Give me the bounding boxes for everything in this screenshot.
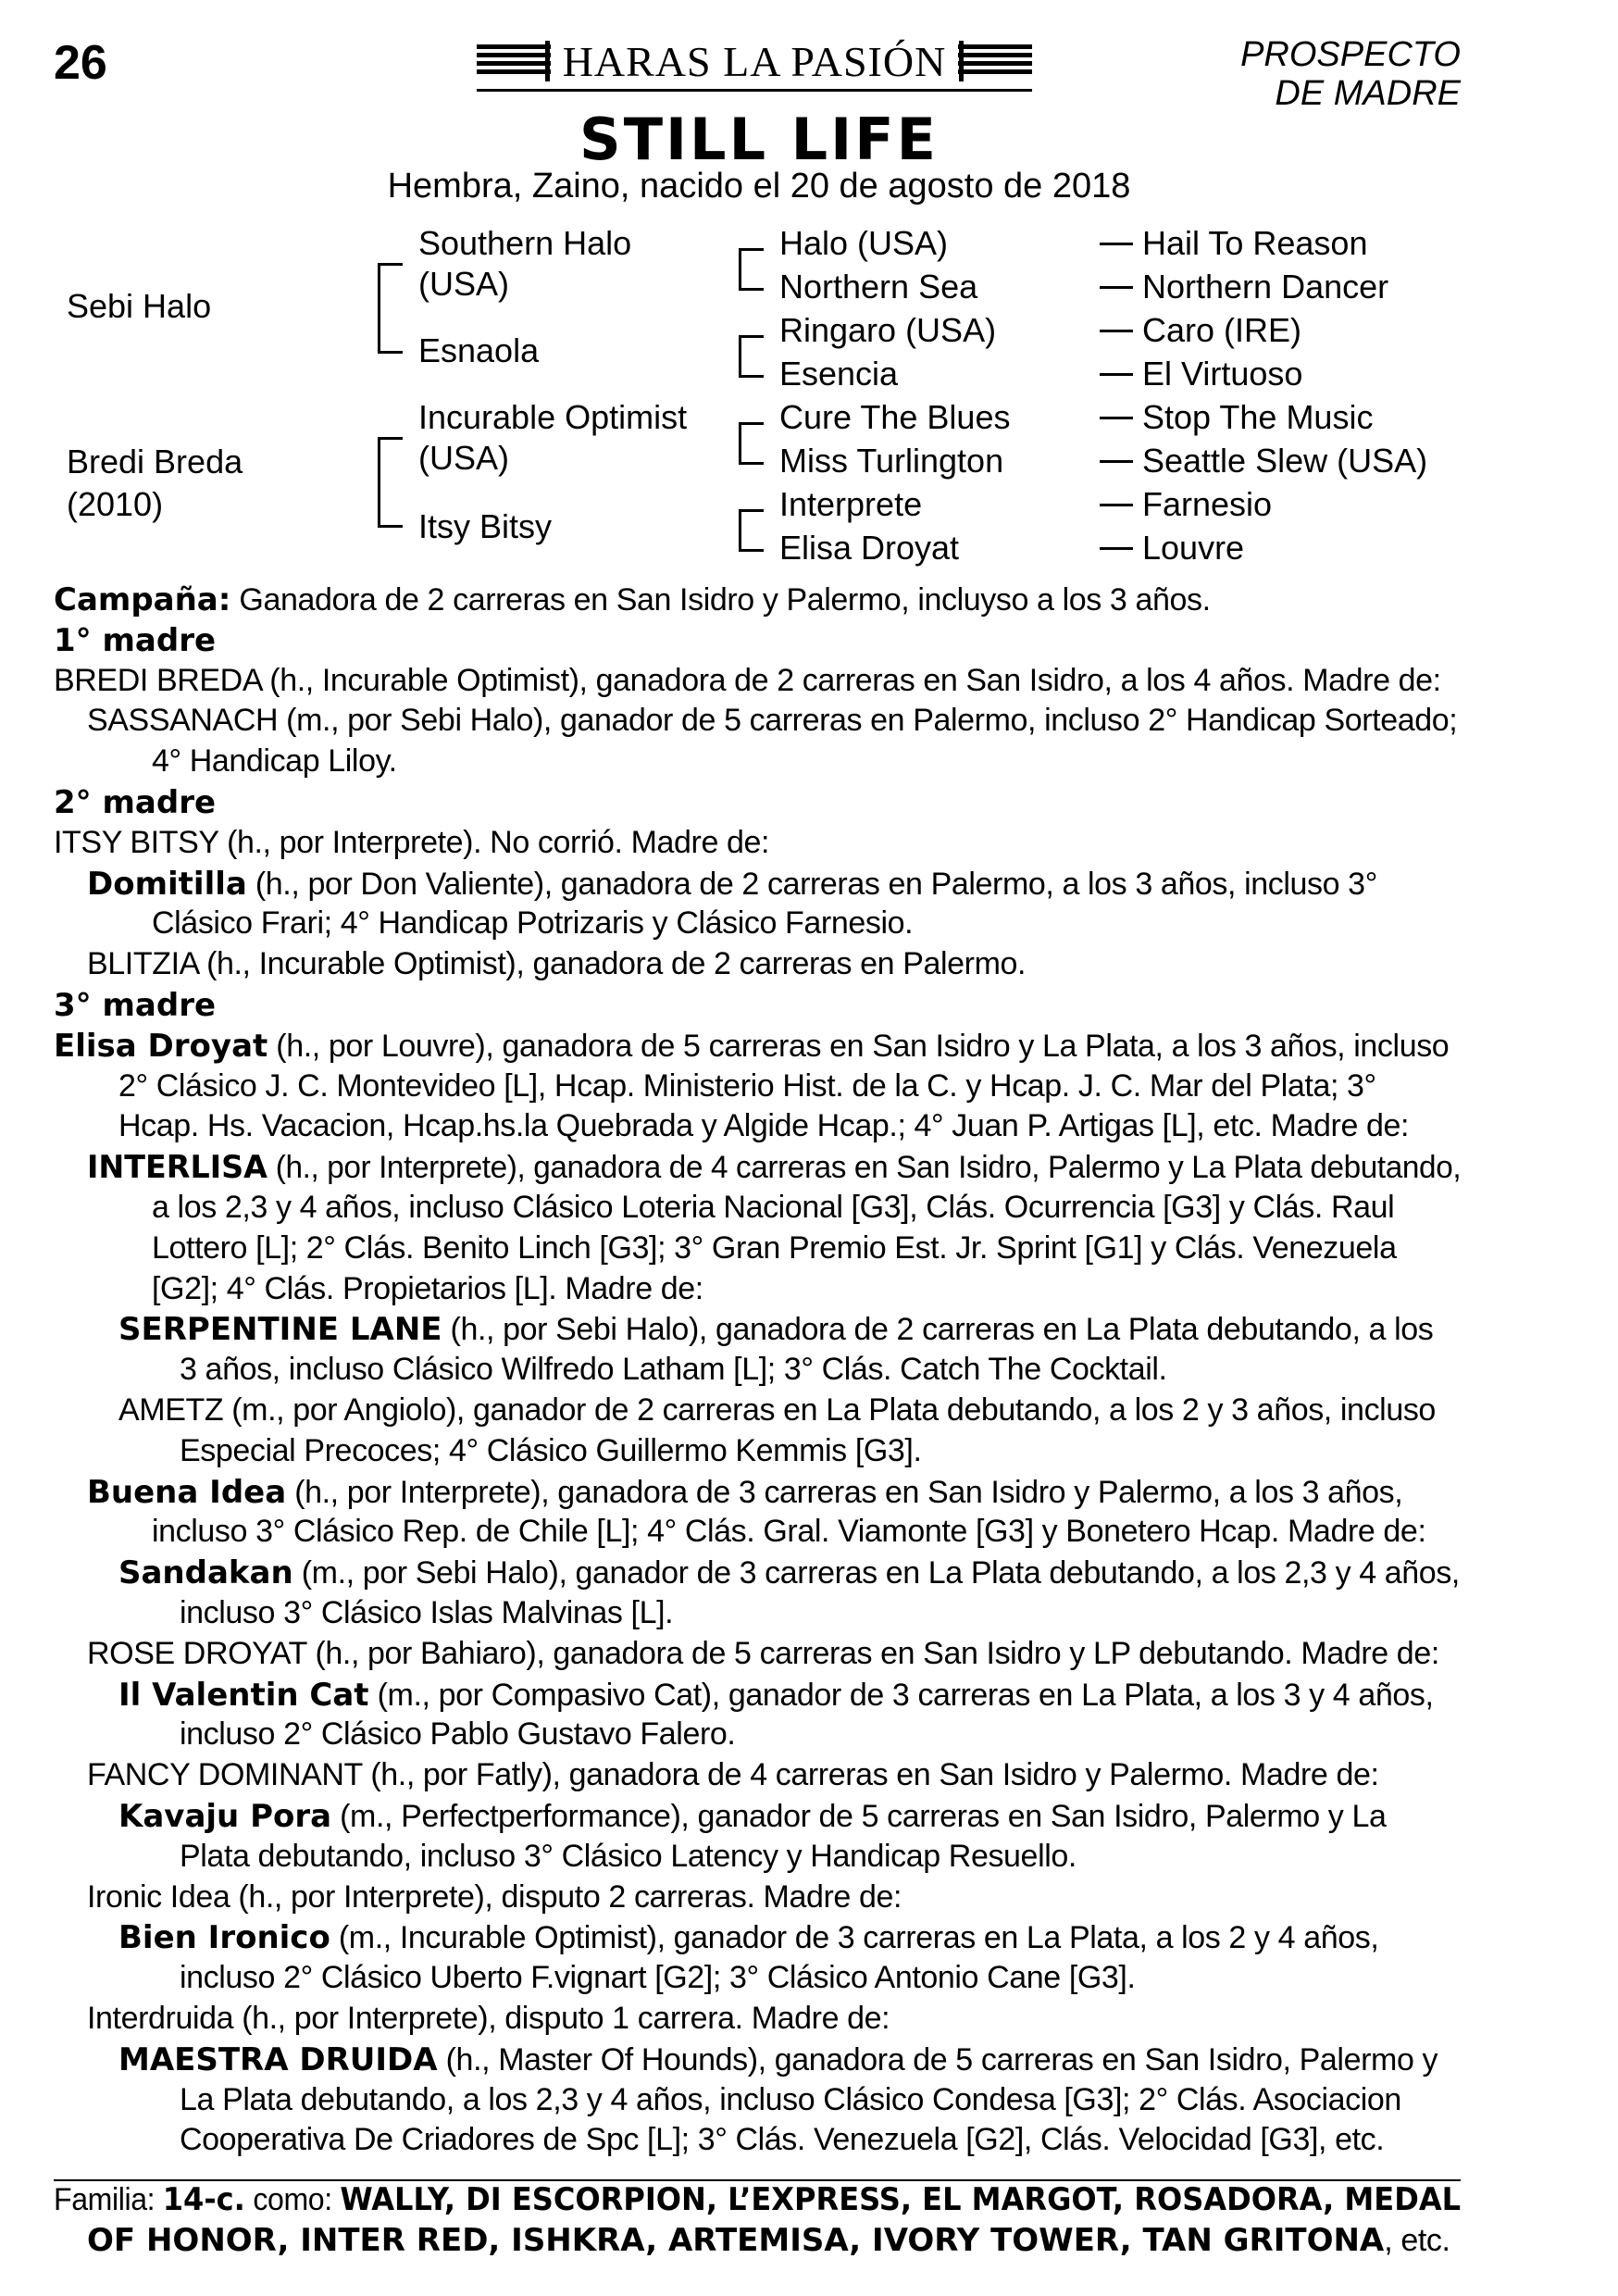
record-line-text: Ironic Idea (h., por Interprete), disputo 2 carreras. Madre de: <box>87 1878 902 1915</box>
brand-divider-left <box>545 41 550 81</box>
record-line-bold: Buena Idea <box>87 1473 287 1511</box>
record-line-text: ITSY BITSY (h., por Interprete). No corrió. Madre de: <box>54 824 770 860</box>
pedigree-gen3-7: Interprete <box>779 485 923 523</box>
category-line-2: DE MADRE <box>1275 74 1461 113</box>
record-line-bold: Bien Ironico <box>118 1919 330 1957</box>
page-number: 26 <box>54 36 107 90</box>
record-line-text: (h., por Don Valiente), ganadora de 2 carreras en Palermo, a los 3 años, incluso 3° <box>246 866 1377 902</box>
record-line <box>180 1960 1136 1996</box>
record-line-bold: MAESTRA DRUIDA <box>118 2040 438 2078</box>
pedigree-bracket-g3-1 <box>739 248 741 291</box>
pedigree-sire: Sebi Halo <box>67 287 212 325</box>
pedigree-bracket-g3-3 <box>739 422 741 465</box>
record-line-text: Especial Precoces; 4° Clásico Guillermo Kemmis [G3]. <box>180 1432 922 1468</box>
record-line <box>54 987 216 1024</box>
record-line-text: 3 años, incluso Clásico Wilfredo Latham [L]; 3° Clás. Catch The Cocktail. <box>180 1352 1167 1388</box>
record-line-text: 2° Clásico J. C. Montevideo [L], Hcap. Ministerio Hist. de la C. y Hcap. J. C. Mar del Plata; 3° <box>118 1067 1376 1104</box>
pedigree-bracket-dam <box>378 437 380 528</box>
record-line-text: SASSANACH (m., por Sebi Halo), ganador de 5 carreras en Palermo, incluso 2° Handicap Sorteado; <box>87 703 1458 739</box>
record-line <box>118 1554 1460 1591</box>
pedigree-dash-1 <box>1100 243 1133 245</box>
pedigree-bracket-sire <box>378 263 380 354</box>
pedigree-gen2-3b: (USA) <box>418 439 509 477</box>
record-line <box>54 581 1211 618</box>
record-line-text: incluso 3° Clásico Islas Malvinas [L]. <box>180 1595 674 1630</box>
record-line <box>87 1757 1379 1793</box>
record-line <box>118 1108 1409 1144</box>
record-line <box>180 2082 1401 2118</box>
record-line-text: BREDI BREDA (h., Incurable Optimist), ganadora de 2 carreras en San Isidro, a los 4 años. Madre de: <box>54 662 1441 698</box>
brand-lines-left-icon <box>477 44 551 78</box>
record-line-text: incluso 2° Clásico Uberto F.vignart [G2]; 3° Clásico Antonio Cane [G3]. <box>180 1960 1136 1996</box>
pedigree-gen2-1: Southern Halo <box>418 224 632 262</box>
family-line-2 <box>87 2222 1450 2259</box>
record-line <box>152 905 913 942</box>
pedigree-gen3-3: Ringaro (USA) <box>779 311 997 349</box>
brand-logo <box>467 37 1041 93</box>
record-line-bold: 1° madre <box>54 621 217 659</box>
record-line <box>118 1798 1386 1835</box>
pedigree-dam-year: (2010) <box>67 485 164 523</box>
record-line <box>54 1028 1449 1065</box>
pedigree-gen4-7: Farnesio <box>1142 485 1273 523</box>
pedigree-gen4-5: Stop The Music <box>1142 398 1374 436</box>
record-line-text: (m., Perfectperformance), ganador de 5 carreras en San Isidro, Palermo y La <box>331 1799 1387 1834</box>
pedigree-bracket-g3-4 <box>739 509 741 552</box>
brand-lines-right-icon <box>958 44 1032 78</box>
pedigree-dash-6 <box>1100 460 1133 463</box>
record-line <box>54 825 769 861</box>
pedigree-gen2-4: Itsy Bitsy <box>418 507 553 545</box>
record-line-text: incluso 2° Clásico Pablo Gustavo Falero. <box>180 1716 736 1753</box>
pedigree-gen3-8: Elisa Droyat <box>779 529 960 567</box>
record-line <box>118 2041 1438 2078</box>
record-line-bold: INTERLISA <box>87 1149 268 1187</box>
record-line-text: [G2]; 4° Clás. Propietarios [L]. Madre de: <box>152 1270 703 1306</box>
record-line-text: Interdruida (h., por Interprete), disputo 1 carrera. Madre de: <box>87 2001 890 2036</box>
record-line-text: (h., por Sebi Halo), ganadora de 2 carreras en La Plata debutando, a los <box>442 1312 1434 1348</box>
record-line <box>152 1271 703 1307</box>
pedigree-gen3-4: Esencia <box>779 355 899 393</box>
pedigree-gen2-2: Esnaola <box>418 331 540 369</box>
record-line <box>87 703 1457 739</box>
record-line <box>152 1514 1426 1550</box>
pedigree-dash-4 <box>1100 373 1133 376</box>
family-prefix: Familia: <box>54 2182 163 2217</box>
record-line-text: Plata debutando, incluso 3° Clásico Latency y Handicap Resuello. <box>180 1838 1077 1874</box>
record-line <box>87 1636 1439 1672</box>
record-line <box>180 1595 673 1631</box>
pedigree-gen4-4: El Virtuoso <box>1142 355 1303 393</box>
record-line <box>118 1068 1376 1104</box>
record-line-text: (h., por Interprete), ganadora de 3 carreras en San Isidro y Palermo, a los 3 años, <box>286 1474 1403 1510</box>
pedigree-gen4-8: Louvre <box>1142 529 1245 567</box>
record-line-text: Lottero [L]; 2° Clás. Benito Linch [G3]; 3° Gran Premio Est. Jr. Sprint [G1] y Clás. Venezuela <box>152 1229 1397 1266</box>
pedigree-dam <box>67 441 243 526</box>
record-line-text: (m., Incurable Optimist), ganador de 3 carreras en La Plata, a los 2 y 4 años, <box>330 1920 1379 1956</box>
record-line-bold: Sandakan <box>118 1554 293 1592</box>
record-line <box>118 1919 1378 1956</box>
pedigree-gen2-1b: (USA) <box>418 265 509 303</box>
pedigree-dash-7 <box>1100 504 1133 506</box>
family-line-1 <box>54 2181 1461 2218</box>
record-line <box>180 1716 735 1753</box>
pedigree-dash-3 <box>1100 330 1133 332</box>
record-line-bold: 2° madre <box>54 784 217 821</box>
pedigree-dam-name: Bredi Breda <box>67 443 243 480</box>
pedigree-gen3-2: Northern Sea <box>779 268 978 306</box>
pedigree-gen3-6: Miss Turlington <box>779 442 1004 480</box>
record-line <box>87 1879 902 1915</box>
record-line <box>54 663 1441 699</box>
pedigree-dash-2 <box>1100 286 1133 289</box>
record-line-text: La Plata debutando, a los 2,3 y 4 años, incluso Clásico Condesa [G3]; 2° Clás. Asociacion <box>180 2081 1401 2117</box>
horse-subtitle: Hembra, Zaino, nacido el 20 de agosto de 2018 <box>387 167 1131 206</box>
record-line <box>118 1311 1433 1348</box>
family-mid: como: <box>244 2182 341 2217</box>
record-line <box>54 622 216 659</box>
category-label <box>1164 35 1461 113</box>
record-line-text: Ganadora de 2 carreras en San Isidro y Palermo, incluyso a los 3 años. <box>230 582 1211 618</box>
brand-underline <box>477 89 1032 92</box>
pedigree-gen3-5: Cure The Blues <box>779 398 1011 436</box>
record-line <box>152 1190 1394 1226</box>
record-line-text: (h., Master Of Hounds), ganadora de 5 carreras en San Isidro, Palermo y <box>437 2041 1438 2078</box>
record-line <box>87 1474 1402 1511</box>
record-line-bold: Kavaju Pora <box>118 1798 332 1835</box>
record-line-text: FANCY DOMINANT (h., por Fatly), ganadora de 4 carreras en San Isidro y Palermo. Madre de: <box>87 1757 1379 1793</box>
pedigree-gen4-3: Caro (IRE) <box>1142 311 1302 349</box>
family-names-2: OF HONOR, INTER RED, ISHKRA, ARTEMISA, IVORY TOWER, TAN GRITONA <box>87 2222 1385 2259</box>
record-line <box>87 946 1026 982</box>
pedigree-gen2-3: Incurable Optimist <box>418 398 688 436</box>
record-line-text: a los 2,3 y 4 años, incluso Clásico Loteria Nacional [G3], Clás. Ocurrencia [G3] y Clás. Raul <box>152 1190 1395 1225</box>
record-line-bold: SERPENTINE LANE <box>118 1311 442 1349</box>
record-line-text: Clásico Frari; 4° Handicap Potrizaris y Clásico Farnesio. <box>152 905 914 942</box>
record-line-bold: Domitilla <box>87 865 247 903</box>
record-line-text: (m., por Sebi Halo), ganador de 3 carreras en La Plata debutando, a los 2,3 y 4 años, <box>292 1555 1460 1591</box>
family-code: 14-c. <box>162 2181 245 2218</box>
record-line-text: Hcap. Hs. Vacacion, Hcap.hs.la Quebrada y Algide Hcap.; 4° Juan P. Artigas [L], etc. Madre de: <box>118 1108 1410 1144</box>
pedigree-bracket-g3-2 <box>739 335 741 378</box>
record-line <box>118 1392 1436 1429</box>
record-line <box>87 2001 890 2037</box>
record-line-bold: Elisa Droyat <box>54 1027 268 1065</box>
pedigree-gen4-1: Hail To Reason <box>1142 224 1368 262</box>
record-line <box>118 1677 1434 1714</box>
record-line <box>180 1352 1167 1388</box>
category-line-1: PROSPECTO <box>1240 35 1461 74</box>
record-line-bold: 3° madre <box>54 987 217 1024</box>
brand-name: HARAS LA PASIÓN <box>562 38 947 85</box>
record-line <box>152 1230 1397 1267</box>
record-line-text: 4° Handicap Liloy. <box>152 743 397 780</box>
pedigree-gen3-1: Halo (USA) <box>779 224 949 262</box>
pedigree-dash-8 <box>1100 547 1133 550</box>
record-line-text: incluso 3° Clásico Rep. de Chile [L]; 4° Clás. Gral. Viamonte [G3] y Bonetero Hcap. Madre de: <box>152 1514 1426 1550</box>
record-line <box>180 2122 1384 2158</box>
pedigree-gen4-2: Northern Dancer <box>1142 268 1389 306</box>
record-line-text: (h., por Interprete), ganadora de 4 carreras en San Isidro, Palermo y La Plata debutando, <box>267 1150 1462 1186</box>
record-line-text: ROSE DROYAT (h., por Bahiaro), ganadora de 5 carreras en San Isidro y LP debutando. Madre de: <box>87 1635 1439 1671</box>
horse-name: STILL LIFE <box>579 106 939 173</box>
record-line-text: BLITZIA (h., Incurable Optimist), ganadora de 2 carreras en Palermo. <box>87 946 1027 982</box>
pedigree-dash-5 <box>1100 417 1133 419</box>
record-line <box>54 784 216 821</box>
pedigree-gen4-6: Seattle Slew (USA) <box>1142 442 1428 480</box>
record-line <box>87 1149 1461 1186</box>
record-line <box>152 743 397 780</box>
record-line-bold: Campaña: <box>54 581 231 618</box>
record-line <box>180 1839 1077 1875</box>
record-line-text: (m., por Compasivo Cat), ganador de 3 carreras en La Plata, a los 3 y 4 años, <box>368 1677 1434 1713</box>
record-line-text: Cooperativa De Criadores de Spc [L]; 3° Clás. Venezuela [G2], Clás. Velocidad [G3], etc. <box>180 2122 1385 2158</box>
family-names-1: WALLY, DI ESCORPION, L’EXPRESS, EL MARGOT, ROSADORA, MEDAL <box>340 2181 1462 2218</box>
record-line <box>180 1433 922 1469</box>
record-line-text: (h., por Louvre), ganadora de 5 carreras en San Isidro y La Plata, a los 3 años, incluso <box>268 1028 1450 1064</box>
family-suffix: , etc. <box>1384 2223 1450 2258</box>
record-line <box>87 866 1377 903</box>
record-line-bold: Il Valentin Cat <box>118 1676 369 1714</box>
record-line-text: AMETZ (m., por Angiolo), ganador de 2 carreras en La Plata debutando, a los 2 y 3 años, incluso <box>118 1392 1436 1428</box>
